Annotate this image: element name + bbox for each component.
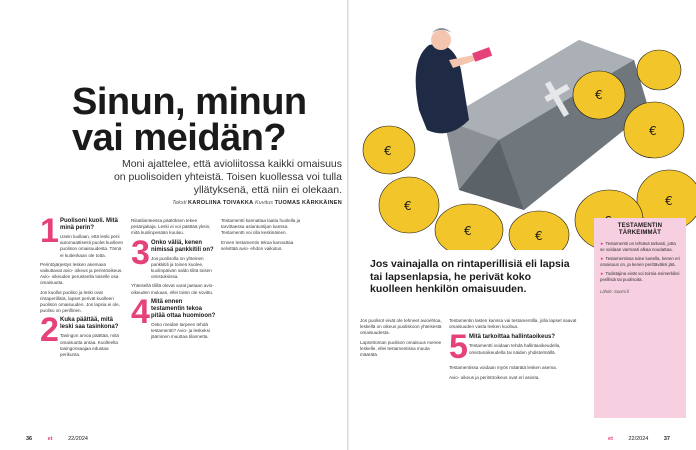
coffin-sacks-illustration (349, 0, 696, 250)
svg-text:€: € (404, 199, 412, 213)
box-item: ► Testamentissa tulee luetella, kenen eri omaisuus on, ja kenen perittäväksi jää. (600, 256, 680, 267)
section-number: 1 (40, 212, 59, 250)
svg-text:€: € (535, 229, 543, 243)
brand-mark: et (608, 436, 613, 442)
byline (112, 200, 342, 206)
footer-right (608, 436, 684, 442)
section-question: Mitä ennen testamentin tekoa pitää ottaa huomioon? (151, 298, 216, 319)
pull-quote: Jos vainajalla on rintaperillisiä eli lapsia tai lapsenlapsia, he perivät koko kuolleen henkilön omaisuuden. (370, 258, 570, 295)
svg-text:€: € (464, 224, 472, 238)
issue-number: 22/2024 (68, 436, 88, 442)
right-column-1 (360, 318, 444, 361)
body-paragraph: Yhteisellä tilillä olevat varat jaetaan avio- oikeuden mukaan, ellei toisin ole sovittu. (131, 283, 214, 295)
column-2 (131, 218, 217, 343)
page-number: 37 (663, 436, 670, 442)
body-paragraph: Avio- oikeus ja perintöoikeus ovat eri asioita. (449, 374, 540, 380)
coffin-icon (444, 40, 649, 210)
section-question: Puolisoni kuoli. Mitä minä perin? (60, 218, 119, 231)
footer-left (12, 436, 88, 442)
box-source: Lähde: Suomi.fi (600, 288, 630, 294)
svg-text:€: € (595, 88, 603, 102)
sidebar-box (594, 218, 686, 418)
section-body: Onko meidän tarpeen tehdä testamentti? Avio- ja leskeksi jääminen muuttaa tilannetta. (151, 321, 210, 340)
section-number: 5 (449, 328, 468, 367)
section-body: Jos puolisolla on yhteinen pankkitili ja toinen kuolee, kuolinpäivän saldo tilitä toisen omistuksissa. (151, 255, 212, 280)
column-1 (40, 212, 126, 361)
body-paragraph: Ennen testamentin tekoa kannattaa selvittää avio- ehdon vaikutus. (221, 239, 294, 251)
article-deck: Moni ajattelee, että avioliitossa kaikki omaisuus on puolisoiden yhteistä. Toisen kuollessa voi tulla yllätyksenä, että niin ei olekaan. (113, 158, 342, 196)
svg-text:€: € (384, 144, 392, 158)
section-number: 3 (131, 233, 150, 272)
illustration (349, 0, 696, 250)
section-question: Onko väliä, kenen nimissä pankkitili on? (151, 239, 214, 253)
byline-illustrator: TUOMAS KÄRKKÄINEN (274, 200, 342, 206)
box-title: TESTAMENTIN TÄRKEIMMÄT (617, 223, 663, 236)
section-1 (40, 212, 126, 259)
byline-author: KAROLIINA TOIVAKKA (187, 200, 254, 206)
section-body: Usein luullaan, että leski perii automaattisesti puolet kuolleen puolison omaisuudesta. Tämä ei kuitenkaan ole totta. (60, 234, 124, 258)
section-5 (449, 328, 589, 367)
body-paragraph: Perintöjärjestys lesken asemaan vaikuttavat avio- oikeus ja perintöoikeus. Avio- oikeuden perusteella toiselle osa omaisuutta. (40, 261, 123, 286)
section-3 (131, 233, 217, 281)
page-number: 36 (26, 436, 33, 442)
right-column-2 (449, 318, 589, 384)
issue-number: 22/2024 (628, 436, 649, 442)
article-headline: Sinun, minun vai meidän? (72, 81, 307, 159)
body-paragraph: Testamentti kannattaa laatia huolella ja tarvittaessa asiantuntijan kanssa. Testamentti voi olla keskinäinen. (221, 218, 301, 236)
svg-text:€: € (649, 124, 657, 138)
section-question: Kuka päättää, mitä leski saa tasinkona? (60, 317, 119, 331)
body-paragraph: Jos kuollut puoliso ja leski ovat rintaperillisiä, lapset perivät kuolleen puolison omaisuuden. Jos lapsia ei ole, puoliso on perillinen. (40, 289, 120, 314)
byline-illu-label: Kuvitus (254, 200, 274, 206)
body-paragraph: Riitatilanteessa päätöksen tekee pesänjakaja. Leski ei voi päättää yksin, mitä kuolinpesään kuuluu. (131, 218, 211, 236)
column-3 (221, 218, 307, 255)
body-paragraph: Testamentissa voidaan myös määrätä lesken asema. (449, 365, 558, 371)
box-item: ► Testamentti on tehtävä tarkasti, jotta se voidaan varmasti alkaa noudattaa. (600, 241, 680, 252)
section-number: 2 (40, 311, 59, 350)
section-4 (131, 292, 217, 341)
box-item: ► Todistajina eivät voi toimia esimerkiksi perillisiä tai puolisoita. (600, 271, 680, 282)
svg-text:€: € (665, 194, 673, 208)
section-2 (40, 311, 126, 358)
section-body: Testamentti voidaan tehdä hallintaoikeudella, omistusoikeudella tai näiden yhdistelmällä. (469, 343, 561, 355)
section-question: Mitä tarkoittaa hallintaoikeus? (469, 334, 556, 341)
body-paragraph: Jos puolisot eivät ole tehneet avioehtoa, leskellä on oikeus puoliskoon yhteisestä omaisuudesta. (360, 318, 442, 336)
body-paragraph: Lapsettoman puolison omaisuus menee leskelle, ellei testamentissa muuta määrätä. (360, 339, 442, 358)
section-number: 4 (131, 292, 150, 331)
body-paragraph: Testamentin lasten kanssa vai testamentilla, jolla lapset saavat omaisuuden vasta lesken kuoltua. (449, 318, 577, 330)
brand-mark: et (47, 436, 53, 442)
section-body: Tasingon arvoa päättää, mitä omaisuutta antaa. Kuolleelta tasingonsaajaa edustaa perikunta. (60, 333, 119, 358)
byline-text-label: Teksti (172, 200, 187, 206)
